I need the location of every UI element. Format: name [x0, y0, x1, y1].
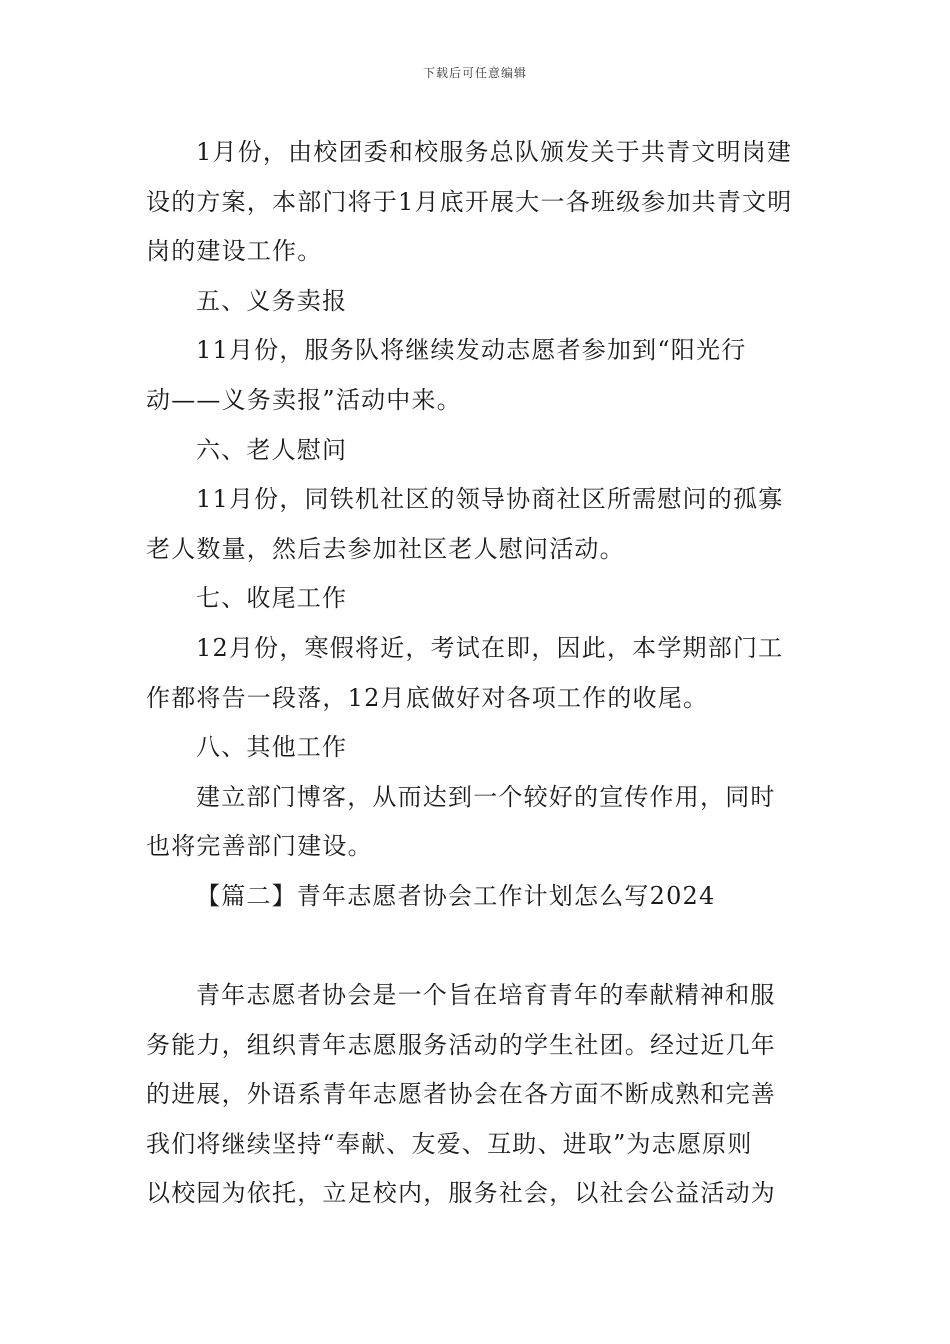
- paragraph-line: 设的方案，本部门将于1月底开展大一各班级参加共青文明: [146, 187, 793, 216]
- paragraph-line: 老人数量，然后去参加社区老人慰问活动。: [146, 534, 625, 563]
- paragraph-line: 青年志愿者协会是一个旨在培育青年的奉献精神和服: [196, 981, 776, 1010]
- paragraph-line: 我们将继续坚持“奉献、友爱、互助、进取”为志愿原则: [146, 1129, 753, 1158]
- paragraph-line: 1月份，由校团委和校服务总队颁发关于共青文明岗建: [196, 138, 793, 166]
- paragraph-line: 也将完善部门建设。: [146, 832, 373, 861]
- blank-line: [146, 922, 808, 972]
- section-heading: 七、收尾工作: [196, 584, 348, 613]
- paragraph-line: 以校园为依托，立足校内，服务社会，以社会公益活动为: [146, 1179, 776, 1208]
- page-header-note: 下载后可任意编辑: [422, 66, 527, 80]
- paragraph-line: 12月份，寒假将近，考试在即，因此，本学期部门工: [196, 633, 784, 662]
- paragraph-line: 作都将告一段落，12月底做好对各项工作的收尾。: [146, 683, 709, 712]
- article-title: 【篇二】青年志愿者协会工作计划怎么写2024: [196, 881, 716, 910]
- paragraph-line: 建立部门博客，从而达到一个较好的宣传作用，同时: [196, 782, 776, 811]
- section-heading: 六、老人慰问: [196, 435, 348, 464]
- section-heading: 八、其他工作: [196, 733, 348, 762]
- paragraph-line: 11月份，服务队将继续发动志愿者参加到“阳光行: [196, 336, 747, 365]
- paragraph-line: 的进展，外语系青年志愿者协会在各方面不断成熟和完善: [146, 1080, 776, 1109]
- paragraph-line: 11月份，同铁机社区的领导协商社区所需慰问的孤寡: [196, 485, 784, 514]
- paragraph-line: 务能力，组织青年志愿服务活动的学生社团。经过近几年: [146, 1030, 776, 1059]
- paragraph-line: 动——义务卖报”活动中来。: [146, 385, 462, 414]
- paragraph-line: 岗的建设工作。: [146, 237, 323, 266]
- document-body: [146, 128, 808, 1219]
- section-heading: 五、义务卖报: [196, 286, 348, 315]
